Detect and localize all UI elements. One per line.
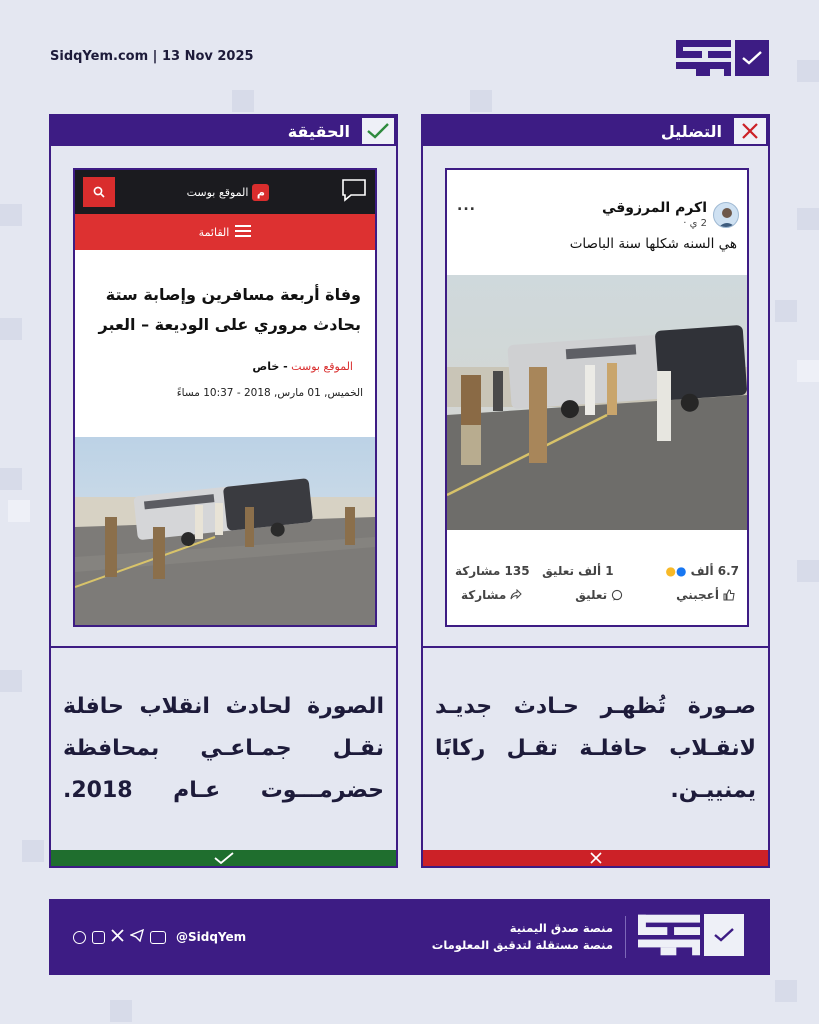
bg-pixel	[797, 208, 819, 230]
fact-footer-bar	[51, 850, 396, 866]
bg-pixel	[775, 300, 797, 322]
share-icon	[510, 589, 522, 601]
bg-pixel	[797, 60, 819, 82]
mis-caption: صـورة تُظهـر حـادث جديـد لانقـلاب حافلـة تقـل ركابًا يمنييـن.	[435, 694, 756, 803]
bg-pixel	[797, 360, 819, 382]
bg-pixel	[8, 500, 30, 522]
check-icon	[214, 849, 234, 868]
comment-icon	[611, 589, 623, 601]
instagram-icon[interactable]	[92, 931, 105, 944]
bg-pixel	[470, 90, 492, 112]
post-actions	[461, 588, 735, 602]
reactions-value: 6.7 ألف	[690, 564, 739, 578]
news-menu-bar[interactable]	[75, 214, 375, 250]
brand-logo	[676, 40, 769, 76]
news-site-logo[interactable]	[187, 184, 270, 201]
post-header	[602, 200, 739, 229]
more-options-icon[interactable]: ...	[457, 198, 476, 214]
panel-divider	[51, 646, 396, 648]
comment-icon[interactable]	[341, 178, 367, 206]
cross-icon	[732, 116, 768, 146]
comments-count[interactable]: 1 ألف تعليق	[542, 564, 614, 578]
site-and-date	[50, 49, 254, 64]
news-photo-bus-accident	[75, 437, 375, 625]
logo-check-icon	[735, 40, 769, 76]
news-byline	[75, 360, 375, 373]
reactions-count[interactable]	[665, 564, 739, 578]
check-icon	[360, 116, 396, 146]
bg-pixel	[0, 468, 22, 490]
bg-pixel	[110, 1000, 132, 1022]
site-url[interactable]: SidqYem.com	[50, 49, 149, 64]
facebook-post-screenshot	[445, 168, 749, 627]
comment-button[interactable]	[575, 588, 623, 602]
post-author-info	[602, 200, 707, 229]
fact-label: الحقيقة	[287, 121, 350, 141]
news-topbar	[75, 170, 375, 214]
menu-label: القائمة	[198, 225, 230, 239]
bg-pixel	[22, 840, 44, 862]
footer-brand	[432, 914, 744, 960]
logo-mark-icon	[638, 914, 700, 960]
news-source[interactable]: الموقع بوست	[291, 360, 353, 373]
hamburger-icon	[235, 225, 251, 240]
mis-footer-bar	[423, 850, 768, 866]
news-source-suffix: - خاص	[252, 360, 288, 373]
post-photo-bus-accident	[447, 275, 747, 530]
logo-mark-icon	[676, 40, 731, 76]
bg-pixel	[0, 670, 22, 692]
footer-band	[49, 899, 770, 975]
footer-logo	[638, 914, 744, 960]
comment-label: تعليق	[575, 588, 608, 602]
separator: |	[152, 49, 158, 64]
telegram-icon[interactable]	[130, 929, 144, 945]
like-label: أعجبني	[676, 588, 719, 602]
x-icon[interactable]	[111, 929, 124, 945]
post-stats	[455, 564, 739, 578]
platform-info	[432, 920, 613, 954]
platform-tagline: منصة مستقلة لتدقيق المعلومات	[431, 938, 613, 952]
share-label: مشاركة	[461, 588, 507, 602]
brand-separator	[625, 916, 626, 958]
bg-pixel	[232, 90, 254, 112]
news-date: الخميس, 01 مارس, 2018 - 10:37 مساءً	[176, 387, 363, 399]
facebook-icon[interactable]	[73, 931, 86, 944]
like-icon	[723, 589, 735, 601]
misinformation-panel	[421, 114, 770, 868]
news-logo-mark-icon: م	[252, 184, 269, 201]
mis-label: التضليل	[660, 121, 722, 141]
haha-icon: ●	[665, 564, 676, 578]
post-time: 2 ي ·	[683, 218, 707, 229]
youtube-icon[interactable]	[150, 931, 166, 944]
platform-name: منصة صدق اليمنية	[509, 921, 613, 935]
publish-date: 13 Nov 2025	[161, 49, 254, 64]
logo-check-icon	[704, 914, 744, 956]
bg-pixel	[797, 560, 819, 582]
reaction-icons: ●	[675, 564, 687, 578]
like-button[interactable]	[676, 588, 735, 602]
share-button[interactable]	[461, 588, 522, 602]
news-logo-text: الموقع بوست	[186, 185, 249, 199]
mis-header	[423, 116, 768, 146]
news-headline[interactable]: وفاة أربعة مسافرين وإصابة ستة بحادث مروري على الوديعة – العبر	[98, 285, 361, 334]
post-text: هي السنه شكلها سنة الباصات	[569, 236, 737, 252]
fact-header	[51, 116, 396, 146]
search-icon[interactable]	[83, 177, 115, 207]
fact-panel	[49, 114, 398, 868]
avatar[interactable]	[713, 202, 739, 228]
engagement-counts	[455, 564, 614, 578]
bg-pixel	[775, 980, 797, 1002]
social-handle[interactable]: @SidqYem	[176, 930, 247, 944]
bg-pixel	[0, 204, 22, 226]
shares-count[interactable]: 135 مشاركة	[455, 564, 530, 578]
fact-caption: الصورة لحادث انقلاب حافلة نقـل جمـاعـي بمحافظة حضرمـــوت عـام 2018.	[63, 694, 384, 803]
news-article-screenshot	[73, 168, 377, 627]
panel-divider	[423, 646, 768, 648]
bg-pixel	[0, 318, 22, 340]
social-links	[73, 929, 246, 945]
post-author[interactable]: اكرم المرزوقي	[601, 200, 707, 216]
cross-icon	[590, 849, 602, 868]
